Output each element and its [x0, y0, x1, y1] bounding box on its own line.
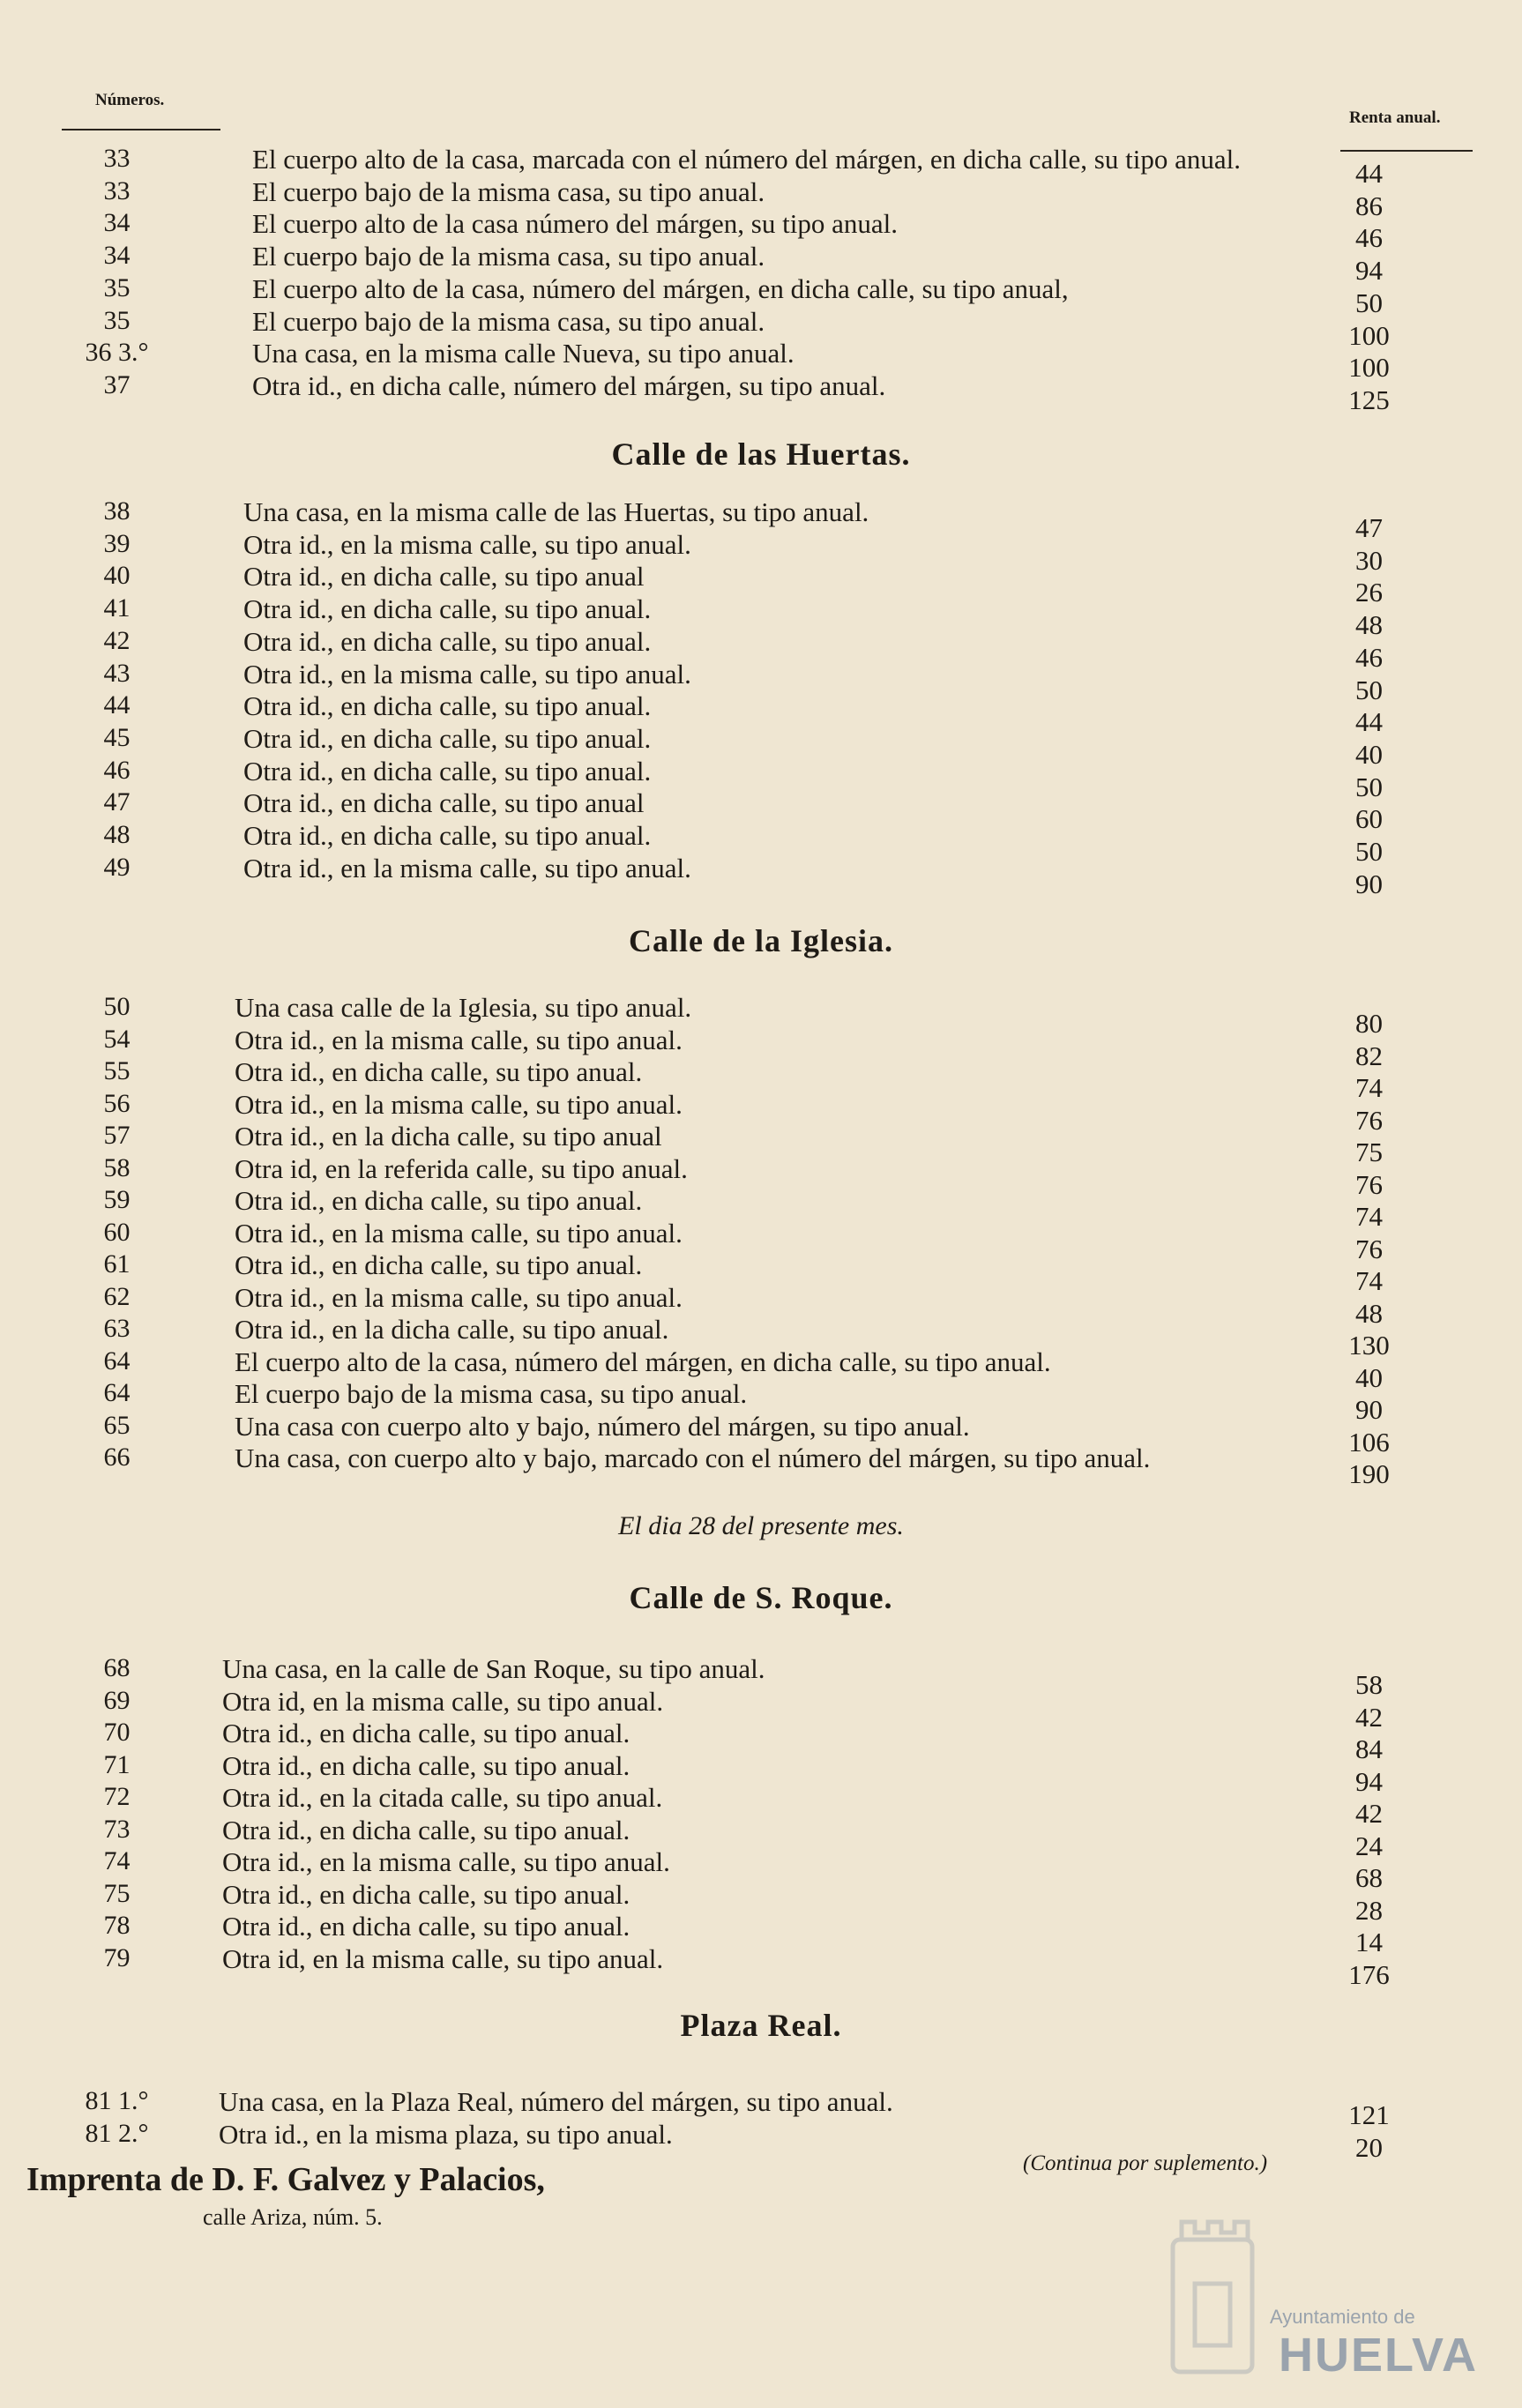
item-number: 41 — [103, 593, 131, 623]
item-description: Otra id., en dicha calle, su tipo anual. — [222, 1718, 630, 1748]
section-heading: Plaza Real. — [680, 2008, 842, 2043]
item-rent-value: 176 — [1348, 1959, 1390, 1990]
item-number: 56 — [103, 1089, 131, 1118]
item-rent-value: 74 — [1355, 1072, 1383, 1103]
item-description: Otra id., en la misma calle, su tipo anual. — [243, 659, 691, 690]
item-description: Una casa, con cuerpo alto y bajo, marcado con el número del márgen, su tipo anual. — [235, 1443, 1151, 1473]
item-number: 35 — [103, 273, 131, 302]
item-rent-value: 106 — [1348, 1427, 1390, 1457]
item-number: 34 — [103, 241, 131, 270]
list-item — [62, 626, 1522, 673]
list-item — [62, 1846, 1522, 1893]
list-item — [62, 144, 1522, 189]
item-rent-value: 28 — [1355, 1895, 1383, 1926]
item-number: 35 — [103, 306, 131, 335]
item-description: Una casa, en la Plaza Real, número del márgen, su tipo anual. — [219, 2086, 893, 2117]
item-description: Otra id., en la citada calle, su tipo anual. — [222, 1782, 663, 1813]
item-number: 38 — [103, 496, 131, 526]
item-number: 71 — [103, 1750, 131, 1779]
item-number: 58 — [103, 1153, 131, 1182]
item-rent-value: 100 — [1348, 352, 1390, 383]
item-number: 61 — [103, 1249, 131, 1279]
item-rent-value: 50 — [1355, 287, 1383, 318]
item-rent-value: 30 — [1355, 545, 1383, 576]
renta-header: Renta anual. — [1349, 108, 1441, 127]
list-item — [62, 1346, 1522, 1393]
item-description: Otra id., en dicha calle, su tipo anual. — [222, 1911, 630, 1942]
item-rent-value: 94 — [1355, 1766, 1383, 1797]
item-description: El cuerpo bajo de la misma casa, su tipo anual. — [252, 176, 765, 207]
item-number: 81 2.° — [85, 2119, 149, 2148]
list-item — [62, 992, 1522, 1039]
item-rent-value: 46 — [1355, 642, 1383, 673]
list-item — [62, 1718, 1522, 1764]
item-description: El cuerpo alto de la casa, número del márgen, en dicha calle, su tipo anual. — [235, 1346, 1051, 1377]
item-number: 68 — [103, 1653, 131, 1682]
item-rent-value: 68 — [1355, 1862, 1383, 1893]
item-description: El cuerpo alto de la casa, marcada con el número del márgen, en dicha calle, su tipo anual. — [252, 144, 1241, 175]
item-rent-value: 76 — [1355, 1234, 1383, 1264]
item-rent-value: 42 — [1355, 1798, 1383, 1829]
item-rent-value: 40 — [1355, 1362, 1383, 1393]
printer-imprint: Imprenta de D. F. Galvez y Palacios, — [26, 2161, 545, 2198]
item-rent-value: 42 — [1355, 1702, 1383, 1733]
item-number: 62 — [103, 1282, 131, 1311]
item-number: 37 — [103, 370, 131, 399]
item-description: El cuerpo alto de la casa, número del márgen, en dicha calle, su tipo anual, — [252, 273, 1069, 304]
item-rent-value: 40 — [1355, 739, 1383, 770]
item-number: 46 — [103, 756, 131, 785]
item-number: 59 — [103, 1185, 131, 1214]
item-rent-value: 50 — [1355, 836, 1383, 867]
item-rent-value: 80 — [1355, 1008, 1383, 1039]
item-description: Otra id., en dicha calle, su tipo anual — [243, 561, 645, 592]
item-description: Una casa con cuerpo alto y bajo, número del márgen, su tipo anual. — [235, 1411, 970, 1442]
item-number: 63 — [103, 1314, 131, 1343]
item-description: Otra id., en la misma calle, su tipo anual. — [235, 1089, 683, 1120]
item-rent-value: 82 — [1355, 1040, 1383, 1071]
item-description: Otra id., en dicha calle, número del márgen, su tipo anual. — [252, 370, 886, 401]
item-number: 74 — [103, 1846, 131, 1875]
item-number: 39 — [103, 529, 131, 558]
item-description: Otra id., en dicha calle, su tipo anual. — [222, 1815, 630, 1845]
item-rent-value: 47 — [1355, 512, 1383, 543]
item-rent-value: 50 — [1355, 675, 1383, 705]
item-rent-value: 44 — [1355, 706, 1383, 737]
section-heading: Calle de las Huertas. — [611, 436, 911, 472]
list-item — [62, 1943, 1522, 1990]
item-description: Otra id., en dicha calle, su tipo anual. — [243, 626, 652, 657]
list-item — [62, 496, 1522, 543]
list-item — [62, 273, 1522, 318]
item-number: 42 — [103, 626, 131, 655]
printer-address: calle Ariza, núm. 5. — [203, 2204, 383, 2230]
list-item — [62, 1056, 1522, 1103]
list-item — [62, 1378, 1522, 1425]
item-description: Otra id., en dicha calle, su tipo anual. — [222, 1750, 630, 1781]
list-item — [62, 1653, 1522, 1700]
numeros-header: Números. — [95, 91, 165, 109]
item-number: 60 — [103, 1218, 131, 1247]
list-item — [62, 1185, 1522, 1232]
item-description: El cuerpo bajo de la misma casa, su tipo anual. — [235, 1378, 748, 1409]
item-description: Otra id., en la dicha calle, su tipo anual. — [235, 1314, 669, 1345]
item-rent-value: 26 — [1355, 577, 1383, 608]
item-number: 70 — [103, 1718, 131, 1747]
list-item — [62, 2086, 1522, 2130]
item-number: 43 — [103, 659, 131, 688]
item-number: 33 — [103, 144, 131, 173]
item-description: Otra id., en dicha calle, su tipo anual. — [235, 1249, 643, 1280]
list-item — [62, 820, 1522, 867]
schedule-note: El dia 28 del presente mes. — [618, 1511, 904, 1540]
list-item — [62, 1249, 1522, 1296]
item-number: 81 1.° — [85, 2086, 149, 2115]
item-description: Otra id., en dicha calle, su tipo anual. — [222, 1879, 630, 1910]
list-item — [62, 1782, 1522, 1829]
header-rule-left — [62, 129, 220, 130]
item-description: Una casa, en la misma calle Nueva, su tipo anual. — [252, 338, 795, 369]
item-description: Otra id., en la misma calle, su tipo anual. — [235, 1282, 683, 1313]
item-description: Otra id., en dicha calle, su tipo anual. — [235, 1056, 643, 1087]
item-description: Otra id, en la referida calle, su tipo anual. — [235, 1153, 688, 1184]
list-item — [62, 1911, 1522, 1957]
item-number: 49 — [103, 853, 131, 882]
list-item — [62, 306, 1522, 351]
item-rent-value: 90 — [1355, 1394, 1383, 1425]
item-rent-value: 74 — [1355, 1201, 1383, 1232]
item-description: El cuerpo alto de la casa número del márgen, su tipo anual. — [252, 208, 898, 239]
item-rent-value: 75 — [1355, 1137, 1383, 1167]
item-description: Otra id., en la misma calle, su tipo anual. — [235, 1025, 683, 1055]
item-description: Una casa calle de la Iglesia, su tipo anual. — [235, 992, 692, 1023]
item-description: Una casa, en la calle de San Roque, su tipo anual. — [222, 1653, 765, 1684]
item-rent-value: 48 — [1355, 609, 1383, 640]
item-rent-value: 76 — [1355, 1105, 1383, 1136]
item-number: 57 — [103, 1121, 131, 1150]
item-rent-value: 76 — [1355, 1169, 1383, 1200]
list-item — [62, 1121, 1522, 1167]
section-heading: Calle de la Iglesia. — [629, 923, 893, 958]
item-number: 55 — [103, 1056, 131, 1085]
item-description: Otra id., en la misma calle, su tipo anual. — [243, 529, 691, 560]
item-rent-value: 125 — [1348, 384, 1390, 415]
item-rent-value: 50 — [1355, 772, 1383, 802]
list-item — [62, 853, 1522, 899]
list-item — [62, 593, 1522, 640]
item-number: 79 — [103, 1943, 131, 1972]
item-rent-value: 24 — [1355, 1830, 1383, 1861]
item-number: 69 — [103, 1686, 131, 1715]
item-number: 65 — [103, 1411, 131, 1440]
item-number: 47 — [103, 787, 131, 816]
item-number: 72 — [103, 1782, 131, 1811]
item-rent-value: 86 — [1355, 190, 1383, 221]
continua-note: (Continua por suplemento.) — [1023, 2151, 1268, 2175]
list-item — [62, 338, 1522, 383]
item-number: 78 — [103, 1911, 131, 1940]
item-number: 45 — [103, 723, 131, 752]
item-rent-value: 190 — [1348, 1458, 1390, 1489]
list-item — [62, 723, 1522, 770]
item-rent-value: 14 — [1355, 1927, 1383, 1957]
list-item — [62, 787, 1522, 834]
item-description: Otra id., en dicha calle, su tipo anual. — [243, 756, 652, 787]
item-description: El cuerpo bajo de la misma casa, su tipo anual. — [252, 306, 765, 337]
item-rent-value: 74 — [1355, 1265, 1383, 1296]
item-rent-value: 121 — [1348, 2099, 1390, 2130]
item-rent-value: 58 — [1355, 1669, 1383, 1700]
list-item — [62, 1443, 1522, 1489]
item-description: Otra id., en la misma plaza, su tipo anual. — [219, 2119, 673, 2150]
section-heading: Calle de S. Roque. — [629, 1580, 893, 1615]
item-number: 48 — [103, 820, 131, 849]
item-rent-value: 94 — [1355, 255, 1383, 286]
item-number: 64 — [103, 1378, 131, 1407]
item-number: 73 — [103, 1815, 131, 1844]
item-description: Otra id, en la misma calle, su tipo anual. — [222, 1943, 664, 1974]
item-number: 34 — [103, 208, 131, 237]
item-number: 64 — [103, 1346, 131, 1375]
item-number: 33 — [103, 176, 131, 205]
item-description: Otra id., en la misma calle, su tipo anual. — [222, 1846, 670, 1877]
item-number: 50 — [103, 992, 131, 1021]
item-rent-value: 84 — [1355, 1733, 1383, 1764]
item-description: Otra id., en dicha calle, su tipo anual. — [243, 593, 652, 624]
item-number: 36 3.° — [85, 338, 149, 367]
list-item — [62, 241, 1522, 286]
item-number: 40 — [103, 561, 131, 590]
item-rent-value: 60 — [1355, 803, 1383, 834]
item-rent-value: 20 — [1355, 2132, 1383, 2163]
list-item — [62, 208, 1522, 253]
item-description: Otra id., en dicha calle, su tipo anual. — [243, 690, 652, 721]
item-description: Otra id, en la misma calle, su tipo anual. — [222, 1686, 664, 1717]
list-item — [62, 370, 1522, 415]
item-rent-value: 44 — [1355, 158, 1383, 189]
item-rent-value: 90 — [1355, 869, 1383, 899]
watermark-label: Ayuntamiento de — [1270, 2306, 1415, 2328]
item-number: 75 — [103, 1879, 131, 1908]
item-rent-value: 46 — [1355, 222, 1383, 253]
item-rent-value: 48 — [1355, 1298, 1383, 1329]
item-rent-value: 130 — [1348, 1330, 1390, 1361]
item-number: 54 — [103, 1025, 131, 1054]
item-description: El cuerpo bajo de la misma casa, su tipo anual. — [252, 241, 765, 272]
item-description: Otra id., en la dicha calle, su tipo anual — [235, 1121, 662, 1152]
item-description: Otra id., en dicha calle, su tipo anual. — [235, 1185, 643, 1216]
list-item — [62, 1411, 1522, 1457]
item-description: Una casa, en la misma calle de las Huertas, su tipo anual. — [243, 496, 869, 527]
item-description: Otra id., en dicha calle, su tipo anual. — [243, 723, 652, 754]
list-item — [62, 690, 1522, 737]
item-description: Otra id., en dicha calle, su tipo anual — [243, 787, 645, 818]
item-description: Otra id., en dicha calle, su tipo anual. — [243, 820, 652, 851]
item-number: 44 — [103, 690, 131, 719]
item-description: Otra id., en la misma calle, su tipo anual. — [243, 853, 691, 883]
list-item — [62, 176, 1522, 221]
watermark-name: HUELVA — [1279, 2329, 1478, 2382]
item-number: 66 — [103, 1443, 131, 1472]
item-rent-value: 100 — [1348, 320, 1390, 351]
item-description: Otra id., en la misma calle, su tipo anual. — [235, 1218, 683, 1249]
